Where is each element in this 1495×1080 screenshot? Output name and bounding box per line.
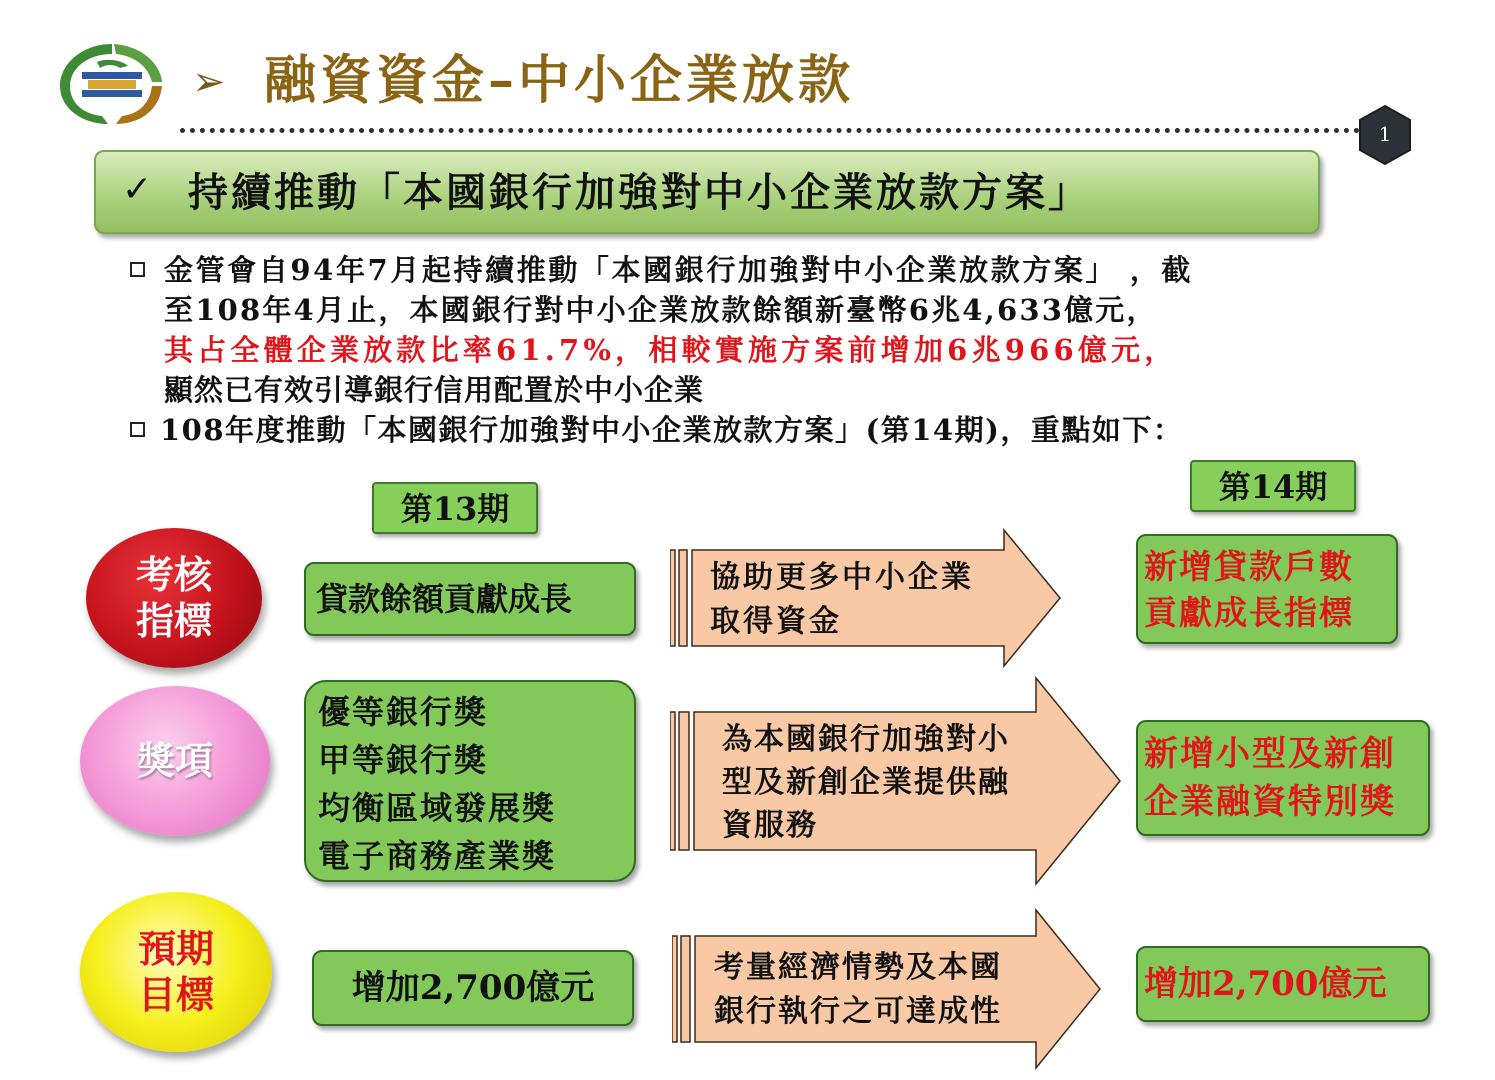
category-label: 預期	[137, 926, 214, 972]
p13-box-target	[312, 950, 634, 1026]
p13-item: 貸款餘額貢獻成長	[316, 580, 573, 618]
p13-item: 電子商務產業獎	[318, 837, 557, 875]
arrow-line: 取得資金	[710, 604, 842, 639]
arrow-line: 資服務	[722, 808, 818, 843]
check-icon: ✓	[122, 169, 153, 210]
arrow-line: 型及新創企業提供融	[722, 765, 1010, 800]
p13-item: 甲等銀行獎	[318, 741, 489, 779]
p14-box-target	[1136, 946, 1430, 1022]
category-label: 目標	[137, 972, 214, 1017]
page-number: 1	[1378, 122, 1392, 146]
page-title: 融資資金–中小企業放款	[264, 50, 855, 111]
fsc-logo	[52, 38, 172, 128]
square-bullet-icon	[130, 422, 145, 437]
dotted-divider	[180, 128, 1370, 133]
para1-line3-highlight: 其占全體企業放款比率61.7%，相較實施方案前增加6兆966億元，	[164, 333, 1178, 367]
p14-item: 企業融資特別獎	[1144, 782, 1396, 822]
arrow-line: 協助更多中小企業	[710, 560, 974, 595]
para2-line1: 108年度推動「本國銀行加強對中小企業放款方案」(第14期)，重點如下：	[160, 413, 1184, 447]
p13-item: 優等銀行獎	[318, 693, 489, 731]
p14-item: 新增小型及新創	[1144, 734, 1396, 774]
arrow-line: 為本國銀行加強對小	[722, 722, 1010, 757]
period-13-label: 第13期	[372, 482, 538, 534]
category-circle-target	[80, 892, 272, 1052]
period-14-label: 第14期	[1190, 460, 1356, 512]
p14-item: 增加2,700億元	[1144, 964, 1387, 1004]
square-bullet-icon	[130, 262, 145, 277]
category-circle-awards	[80, 686, 270, 836]
p14-box-assessment	[1136, 534, 1398, 644]
category-label: 考核	[135, 552, 212, 598]
arrow-line: 銀行執行之可達成性	[714, 994, 1002, 1029]
para1-line1: 金管會自94年7月起持續推動「本國銀行加強對中小企業放款方案」 ，截	[164, 253, 1194, 287]
p13-item: 增加2,700億元	[351, 968, 595, 1008]
arrow-text-assessment	[710, 556, 974, 644]
category-circle-assessment	[86, 528, 262, 668]
para1-line4: 顯然已有效引導銀行信用配置於中小企業	[164, 373, 705, 407]
arrow-line: 考量經濟情勢及本國	[714, 950, 1002, 985]
title-arrow-icon: ➢	[192, 59, 226, 105]
subtitle-text: 持續推動「本國銀行加強對中小企業放款方案」	[188, 169, 1091, 216]
category-label: 獎項	[136, 738, 213, 784]
p13-item: 均衡區域發展獎	[318, 789, 557, 827]
p14-item: 新增貸款戶數	[1144, 547, 1354, 586]
p13-box-assessment	[304, 562, 636, 636]
p14-item: 貢獻成長指標	[1144, 593, 1354, 632]
category-label: 指標	[135, 598, 212, 643]
arrow-text-target	[714, 946, 1002, 1034]
p13-box-awards	[304, 680, 636, 882]
p14-box-awards	[1136, 720, 1430, 836]
arrow-text-awards	[722, 718, 1010, 847]
para1-line2: 至108年4月止，本國銀行對中小企業放款餘額新臺幣6兆4,633億元，	[164, 293, 1158, 327]
